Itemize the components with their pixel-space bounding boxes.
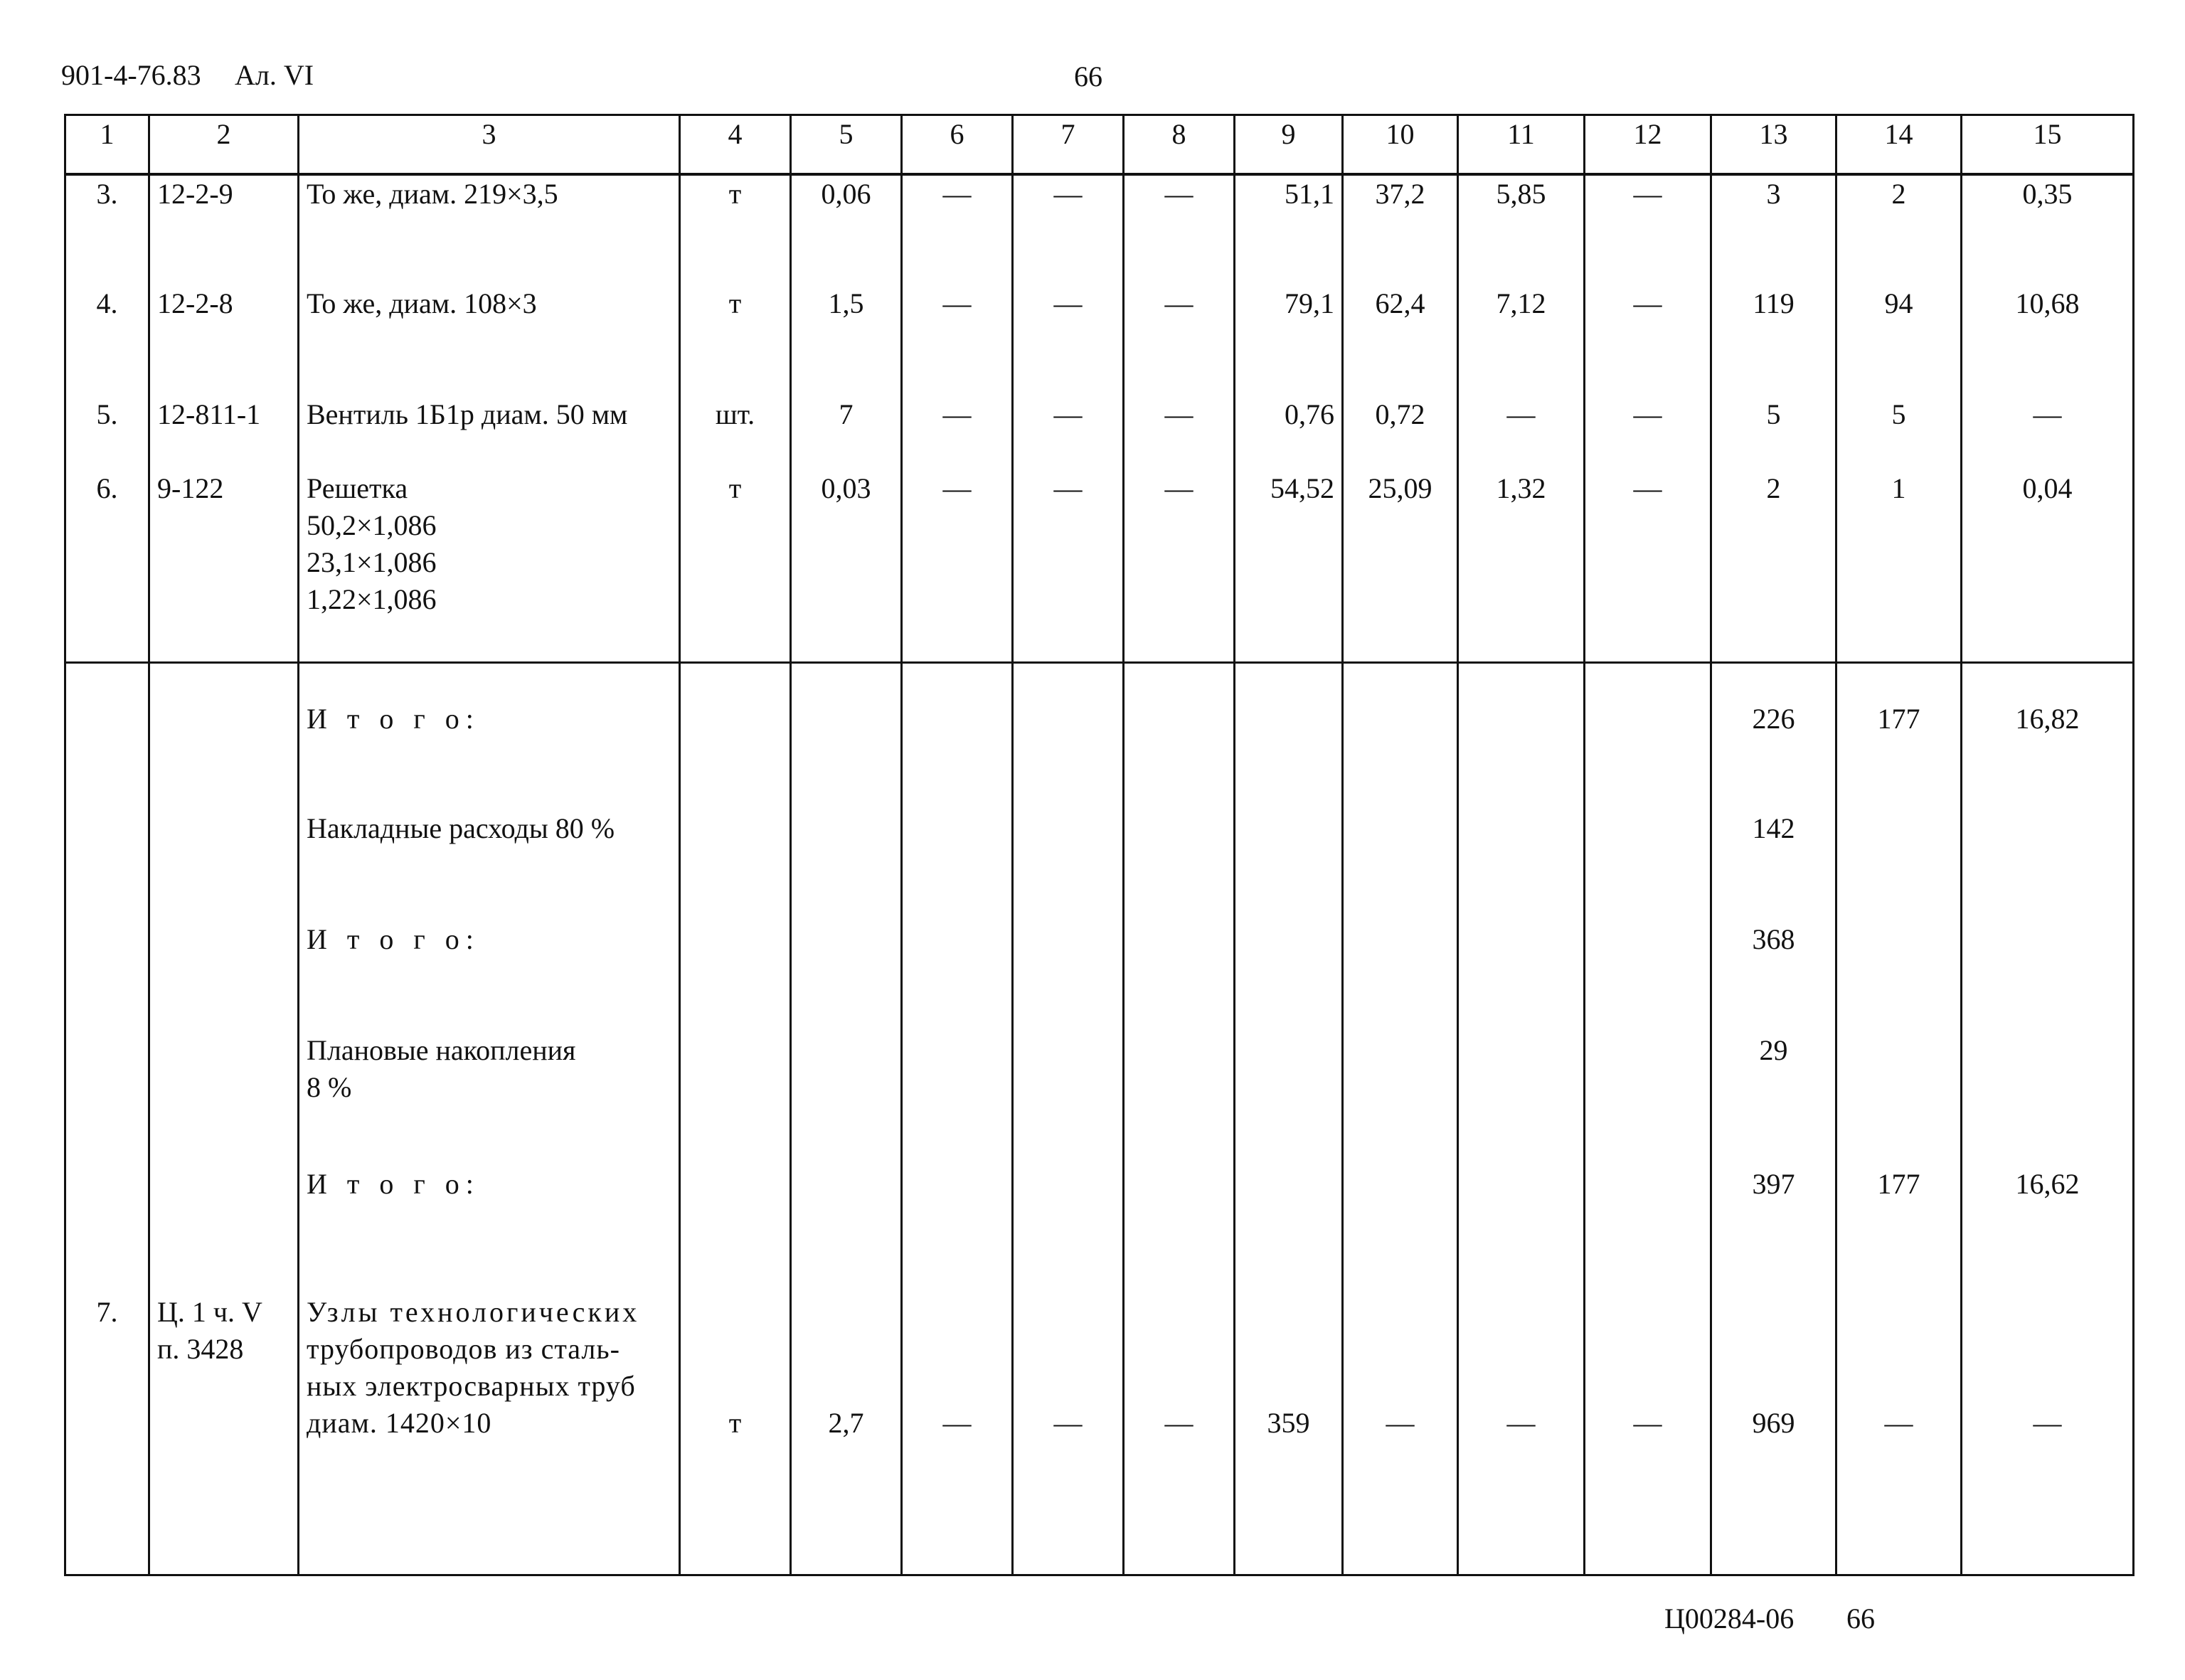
cell: 79,1	[1235, 285, 1343, 396]
cell: 51,1	[1235, 174, 1343, 285]
column-header: 14	[1836, 115, 1962, 175]
cell: 969	[1711, 1237, 1836, 1575]
unit: т	[680, 174, 791, 285]
rate-code-line: Ц. 1 ч. V	[157, 1296, 262, 1328]
rate-code: 12-2-9	[149, 174, 299, 285]
cell: —	[902, 174, 1013, 285]
column-header: 3	[299, 115, 680, 175]
column-header: 1	[65, 115, 149, 175]
description-line: Узлы технологических	[307, 1296, 640, 1328]
column-number-row	[65, 115, 2134, 175]
cell	[1836, 884, 1962, 995]
unit: т	[680, 470, 791, 662]
cell: 37,2	[1343, 174, 1458, 285]
work-description	[299, 1237, 680, 1575]
page-number-top: 66	[1074, 60, 1102, 92]
cell: 54,52	[1235, 470, 1343, 662]
work-description	[299, 470, 680, 662]
album-number: Ал. VI	[235, 59, 314, 91]
cell	[1962, 995, 2134, 1137]
summary-row	[65, 773, 2134, 884]
cell: —	[1343, 1237, 1458, 1575]
quantity: 0,06	[791, 174, 902, 285]
column-header: 11	[1458, 115, 1585, 175]
quantity: 1,5	[791, 285, 902, 396]
cell: —	[1124, 285, 1235, 396]
cell: —	[1962, 1237, 2134, 1575]
cell: 25,09	[1343, 470, 1458, 662]
unit: шт.	[680, 396, 791, 470]
cell: —	[1124, 174, 1235, 285]
column-header: 8	[1124, 115, 1235, 175]
cell	[1962, 884, 2134, 995]
cell: —	[1585, 396, 1711, 470]
cell: 2	[1836, 174, 1962, 285]
cell: 3	[1711, 174, 1836, 285]
cell: 359	[1235, 1237, 1343, 1575]
column-header: 13	[1711, 115, 1836, 175]
cell: —	[1013, 174, 1124, 285]
cell: 1	[1836, 470, 1962, 662]
cell: 2	[1711, 470, 1836, 662]
column-header: 15	[1962, 115, 2134, 175]
cell: —	[902, 1237, 1013, 1575]
column-header: 12	[1585, 115, 1711, 175]
cell: —	[1585, 1237, 1711, 1575]
summary-row	[65, 884, 2134, 995]
summary-label	[299, 995, 680, 1137]
table-row	[65, 285, 2134, 396]
description-line: 1,22×1,086	[307, 583, 437, 615]
cell: —	[902, 396, 1013, 470]
column-header: 5	[791, 115, 902, 175]
column-header: 2	[149, 115, 299, 175]
cell: 397	[1711, 1137, 1836, 1237]
cell: —	[1585, 285, 1711, 396]
document-cipher: Ц00284-06	[1664, 1602, 1795, 1634]
document-code: 901-4-76.83	[61, 59, 201, 91]
summary-row	[65, 1137, 2134, 1237]
column-header: 10	[1343, 115, 1458, 175]
cell: 5	[1711, 396, 1836, 470]
cell: 226	[1711, 662, 1836, 773]
column-header: 4	[680, 115, 791, 175]
column-header: 9	[1235, 115, 1343, 175]
cell: —	[1124, 396, 1235, 470]
cell: 7,12	[1458, 285, 1585, 396]
description-line: 50,2×1,086	[307, 509, 437, 541]
cell: 62,4	[1343, 285, 1458, 396]
quantity: 7	[791, 396, 902, 470]
cell: 0,76	[1235, 396, 1343, 470]
cell: —	[1458, 1237, 1585, 1575]
cell: —	[1962, 396, 2134, 470]
description-line: ных электросварных труб	[307, 1370, 636, 1402]
summary-row	[65, 995, 2134, 1137]
column-header: 7	[1013, 115, 1124, 175]
quantity: 0,03	[791, 470, 902, 662]
rate-code: 9-122	[149, 470, 299, 662]
rate-code: 12-811-1	[149, 396, 299, 470]
rate-code: 12-2-8	[149, 285, 299, 396]
row-number: 5.	[65, 396, 149, 470]
page-number-bottom: 66	[1846, 1602, 1875, 1634]
cell: 29	[1711, 995, 1836, 1137]
rate-code-line: п. 3428	[157, 1333, 244, 1365]
cell: 177	[1836, 1137, 1962, 1237]
cell: —	[1124, 470, 1235, 662]
cell: 0,72	[1343, 396, 1458, 470]
cell	[1836, 773, 1962, 884]
work-description: То же, диам. 219×3,5	[299, 174, 680, 285]
cell: 10,68	[1962, 285, 2134, 396]
cell: 0,35	[1962, 174, 2134, 285]
cell	[1962, 773, 2134, 884]
cell: 16,82	[1962, 662, 2134, 773]
cell: —	[1836, 1237, 1962, 1575]
description-line: диам. 1420×10	[307, 1407, 492, 1439]
cell: 94	[1836, 285, 1962, 396]
cell: —	[1013, 396, 1124, 470]
cell: —	[1013, 1237, 1124, 1575]
cell: 119	[1711, 285, 1836, 396]
summary-label-line: Плановые накопления	[307, 1034, 576, 1066]
work-description: То же, диам. 108×3	[299, 285, 680, 396]
summary-label: Накладные расходы 80 %	[299, 773, 680, 884]
cell: 177	[1836, 662, 1962, 773]
cell: —	[1124, 1237, 1235, 1575]
row-number: 7.	[65, 1237, 149, 1575]
row-number: 3.	[65, 174, 149, 285]
cell: 142	[1711, 773, 1836, 884]
cell: 5	[1836, 396, 1962, 470]
table-row	[65, 396, 2134, 470]
row-number: 4.	[65, 285, 149, 396]
cell: —	[902, 470, 1013, 662]
cell: 0,04	[1962, 470, 2134, 662]
table-row	[65, 470, 2134, 662]
summary-row	[65, 662, 2134, 773]
summary-label-line: 8 %	[307, 1071, 352, 1103]
rate-code	[149, 1237, 299, 1575]
summary-label: И т о г о:	[299, 662, 680, 773]
column-header: 6	[902, 115, 1013, 175]
cell: 16,62	[1962, 1137, 2134, 1237]
cell: 1,32	[1458, 470, 1585, 662]
quantity: 2,7	[791, 1237, 902, 1575]
cell: 5,85	[1458, 174, 1585, 285]
unit: т	[680, 285, 791, 396]
table-row	[65, 1237, 2134, 1575]
description-line: Решетка	[307, 472, 408, 504]
cell: —	[1013, 470, 1124, 662]
cell: —	[1458, 396, 1585, 470]
cell: —	[1585, 470, 1711, 662]
description-line: трубопроводов из сталь-	[307, 1333, 620, 1365]
cell: —	[1013, 285, 1124, 396]
cell: —	[902, 285, 1013, 396]
cell: —	[1585, 174, 1711, 285]
summary-label: И т о г о:	[299, 1137, 680, 1237]
estimate-table	[64, 114, 2135, 1576]
work-description: Вентиль 1Б1р диам. 50 мм	[299, 396, 680, 470]
cell	[1836, 995, 1962, 1137]
summary-label: И т о г о:	[299, 884, 680, 995]
unit: т	[680, 1237, 791, 1575]
table-row	[65, 174, 2134, 285]
description-line: 23,1×1,086	[307, 546, 437, 578]
cell: 368	[1711, 884, 1836, 995]
row-number: 6.	[65, 470, 149, 662]
